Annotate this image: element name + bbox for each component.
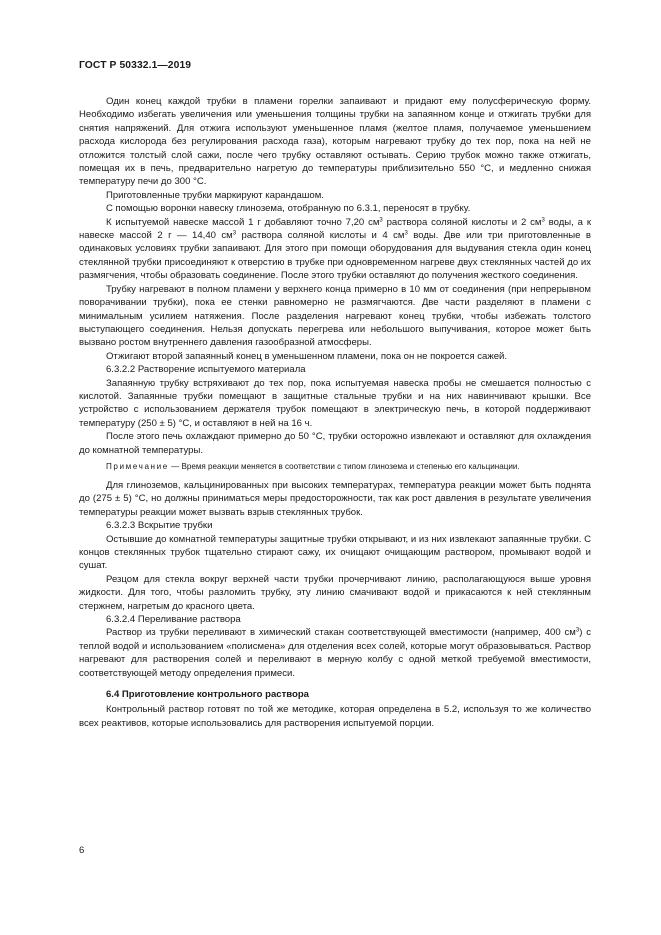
- superscript: 3: [541, 217, 545, 224]
- text-run: К испытуемой навеске массой 1 г добавляют точно 7,20 см: [106, 216, 380, 228]
- section-heading: 6.4 Приготовление контрольного раствора: [106, 689, 309, 701]
- subsection-title: 6.3.2.4 Переливание раствора: [106, 614, 241, 626]
- paragraph: [79, 626, 591, 680]
- paragraph: Остывшие до комнатной температуры защитные трубки открывают, и из них извлекают запаянные трубки. С концов стеклянных трубок тщательно стирают сажу, их очищают очищающим раствором, промывают водой и сушат.: [79, 533, 591, 572]
- note-label: Примечание: [106, 461, 169, 471]
- paragraph: [79, 216, 591, 283]
- paragraph: Приготовленные трубки маркируют карандашом.: [106, 189, 324, 201]
- paragraph: После этого печь охлаждают примерно до 50 °С, трубки осторожно извлекают и оставляют для охлаждения до комнатной температуры.: [79, 431, 591, 456]
- paragraph: Контрольный раствор готовят по той же методике, которая определена в 5.2, используя то же количество всех реактивов, которые использовались для растворения испытуемой порции.: [79, 704, 591, 729]
- subsection-title: 6.3.2.2 Растворение испытуемого материала: [106, 364, 306, 376]
- superscript: 3: [575, 627, 580, 634]
- text-run: воды, а к навеске массой 2 г — 14,40 см: [79, 216, 592, 242]
- superscript: 3: [379, 217, 383, 224]
- text-run: раствора соляной кислоты и 2 см: [382, 216, 542, 228]
- paragraph: Один конец каждой трубки в пламени горелки запаивают и придают ему полусферическую форму. Необходимо избегать увеличения или уменьшения толщины трубки на запаянном конце и отжигать трубки для снятия напряжений. Для отжига используют уменьшенное пламя (желтое пламя, получаемое уменьшением расхода кислорода без регулирования расхода газа), которым нагревают трубку до тех пор, пока на ней не отложится толстый слой сажи, после чего трубку оставляют остывать. Серию трубок можно также отжигать, помещая их в печь, предварительно нагретую до температуры приблизительно 550 °С, и медленно снижая температуру печи до 300 °С.: [79, 96, 591, 188]
- text-run: воды. Две или три приготовленные в одинаковых условиях трубки запаивают. Для этого при помощи оборудования для выдувания стекла один конец стеклянной трубки присоединяют к отверстию в трубке при одновременном нагреве двух стеклянных частей до их размягчения, чтобы образовать соединение. После этого трубки оставляют до получения жесткого соединения.: [79, 230, 592, 282]
- paragraph: Для глиноземов, кальцинированных при высоких температурах, температура реакции может быть поднята до (275 ± 5) °С, но должны приниматься меры предосторожности, так как рост давления в результате увеличения температуры реакции может вызвать взрыв стеклянных трубок.: [79, 479, 591, 518]
- superscript: 3: [232, 230, 237, 237]
- paragraph: Резцом для стекла вокруг верхней части трубки прочерчивают линию, располагающуюся выше уровня жидкости. Для того, чтобы разломить трубку, эту линию смачивают водой и прикасаются к ней стеклянным стержнем, нагретым до красного цвета.: [79, 573, 591, 612]
- paragraph: С помощью воронки навеску глинозема, отобранную по 6.3.1, переносят в трубку.: [106, 203, 471, 215]
- subsection-title: 6.3.2.3 Вскрытие трубки: [106, 520, 213, 532]
- superscript: 3: [404, 230, 408, 237]
- document-body: [79, 95, 591, 730]
- paragraph: Отжигают второй запаянный конец в уменьшенном пламени, пока он не покроется сажей.: [106, 350, 508, 362]
- text-run: раствора соляной кислоты и 4 см: [236, 230, 405, 242]
- paragraph: Запаянную трубку встряхивают до тех пор, пока испытуемая навеска пробы не смешается полностью с кислотой. Запаянные трубки помещают в защитные стальные трубки и на них навинчивают крышки. Все устройство с использованием держателя трубок помещают в электрическую печь, в которой поддерживают температуру (250 ± 5) °С, и оставляют в ней на 16 ч.: [79, 377, 591, 429]
- page-number: 6: [79, 845, 85, 856]
- paragraph: Трубку нагревают в полном пламени у верхнего конца примерно в 10 мм от соединения (при непрерывном поворачивании трубки), пока ее стенки равномерно не размягчаются. Две части разделяют в пламени с минимальным усилием натяжения. После разделения нагревают конец трубки, чтобы избежать толстого выступающего соединения. Нельзя допускать перегрева или небольшого выпучивания, которое может быть вызвано ростом внутреннего давления газообразной атмосферы.: [79, 283, 591, 349]
- text-run: Раствор из трубки переливают в химический стакан соответствующей вместимости (например, 400 см: [106, 627, 576, 639]
- text-run: ) с теплой водой и использованием «полисмена» для отделения всех солей, которые могут образовываться. Раствор нагревают для растворения солей и переливают в мерную колбу с одной меткой требуемой вместимости, соответствующей методу определения примеси.: [79, 627, 592, 679]
- document-header: ГОСТ Р 50332.1—2019: [79, 60, 192, 71]
- note: [79, 461, 591, 473]
- note-text: — Время реакции меняется в соответствии с типом глинозема и степенью его кальцинации.: [168, 461, 520, 471]
